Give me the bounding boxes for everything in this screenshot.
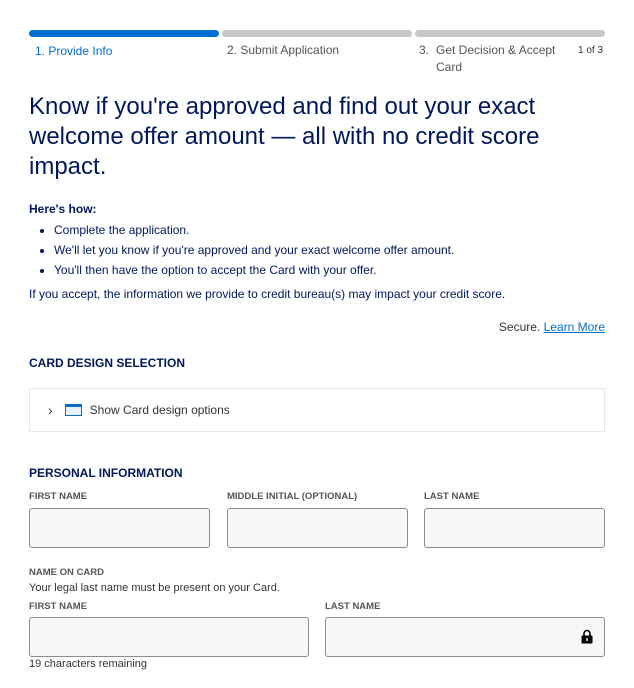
show-card-design-label: Show Card design options (89, 403, 230, 417)
progress-step-2: 2. Submit Application (227, 43, 340, 57)
middle-initial-label: MIDDLE INITIAL (OPTIONAL) (227, 491, 358, 502)
how-title: Here's how: (29, 202, 97, 216)
progress-counter: 1 of 3 (578, 45, 604, 56)
how-item: • Complete the application. (54, 220, 454, 240)
characters-remaining: 19 characters remaining (29, 658, 148, 670)
card-design-title: CARD DESIGN SELECTION (29, 356, 186, 370)
progress-step-3-number: 3. (419, 43, 430, 57)
show-card-design-toggle[interactable] (29, 388, 605, 432)
progress-step-3: Get Decision & Accept Card (436, 43, 556, 74)
middle-initial-input[interactable] (227, 508, 408, 548)
page-headline: Know if you're approved and find out your exact welcome offer amount — all with no credit score impact. (29, 93, 540, 180)
card-first-name-input[interactable] (29, 617, 309, 657)
how-list (54, 220, 454, 280)
learn-more-link[interactable]: Learn More (543, 320, 605, 334)
progress-step-1-bar (29, 30, 219, 37)
progress-step-2-bar (222, 30, 412, 37)
how-item: • We'll let you know if you're approved and your exact welcome offer amount. (54, 240, 454, 260)
name-on-card-hint: Your legal last name must be present on your Card. (29, 582, 280, 594)
last-name-input[interactable] (424, 508, 605, 548)
card-first-name-label: FIRST NAME (29, 601, 88, 612)
lock-icon (581, 629, 593, 644)
first-name-label: FIRST NAME (29, 491, 88, 502)
progress-step-1: 1. Provide Info (35, 44, 113, 58)
secure-note (499, 320, 605, 334)
progress-step-3-bar (415, 30, 605, 37)
personal-info-title: PERSONAL INFORMATION (29, 466, 183, 480)
card-icon (65, 404, 82, 416)
secure-text: Secure. (498, 320, 541, 334)
chevron-right-icon: › (48, 402, 53, 418)
credit-note: If you accept, the information we provide to credit bureau(s) may impact your credit score. (29, 287, 506, 301)
how-item: • You'll then have the option to accept the Card with your offer. (54, 260, 454, 280)
name-on-card-title: NAME ON CARD (29, 567, 104, 578)
last-name-label: LAST NAME (424, 491, 480, 502)
card-last-name-input (325, 617, 605, 657)
first-name-input[interactable] (29, 508, 210, 548)
card-last-name-label: LAST NAME (325, 601, 381, 612)
